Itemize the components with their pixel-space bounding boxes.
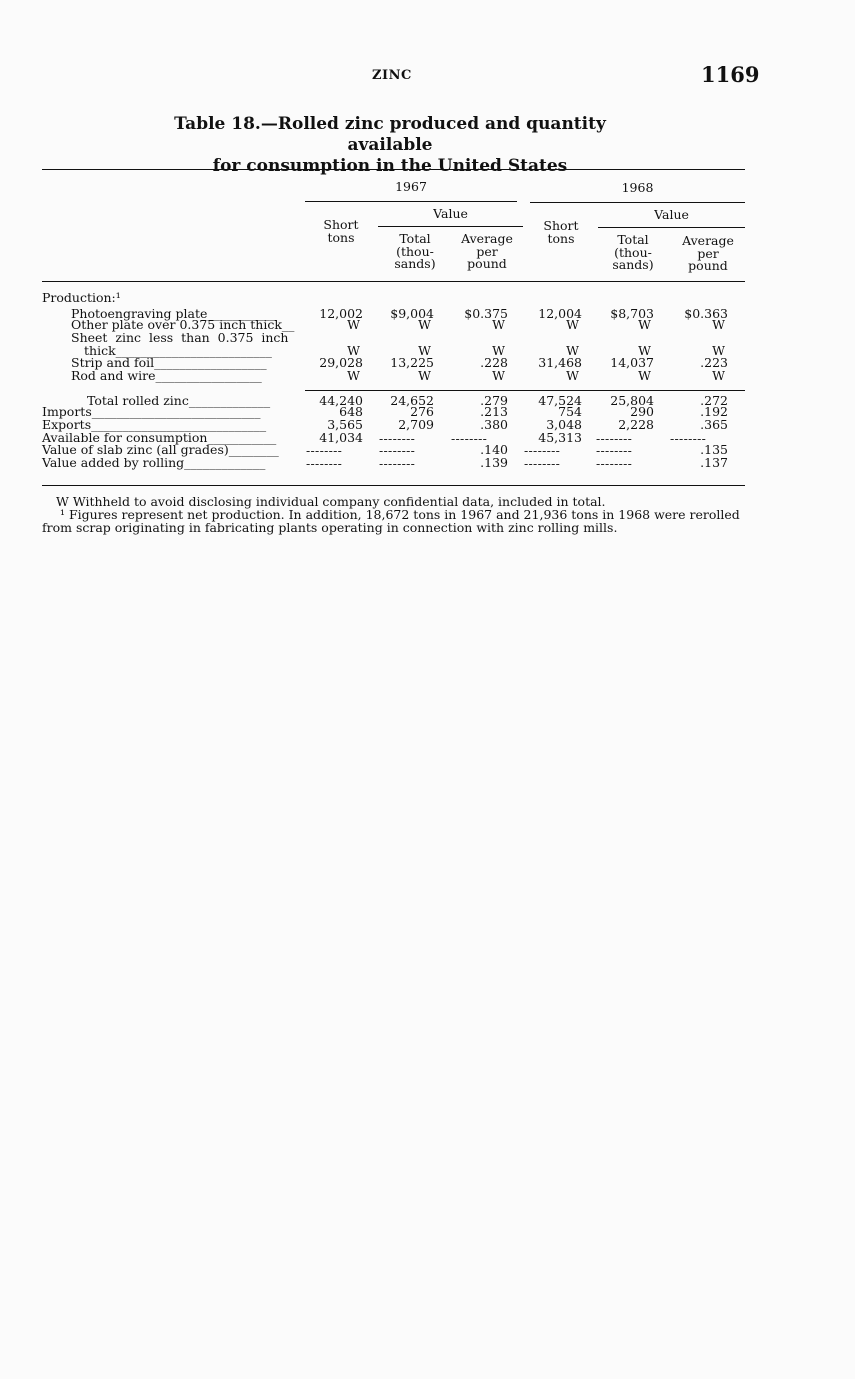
table-cell: W	[712, 317, 725, 332]
table-cell: .192	[700, 404, 728, 419]
table-cell: 3,565	[327, 417, 363, 432]
empty-cell: --------	[306, 456, 343, 471]
table-cell: .380	[480, 417, 508, 432]
running-head: ZINC	[372, 68, 412, 83]
table-cell: 44,240	[319, 393, 363, 408]
value-header-1968: Value	[654, 207, 689, 222]
col-total-1967: Total (thou- sands)	[394, 231, 436, 271]
table-cell: 29,028	[319, 355, 363, 370]
table-cell: W	[566, 343, 579, 358]
table-cell: W	[492, 368, 505, 383]
col-short-tons-1967: Short tons	[323, 217, 359, 245]
table-cell: $0.363	[684, 306, 728, 321]
table-cell: .272	[700, 393, 728, 408]
table-cell: W	[638, 368, 651, 383]
footnote-w: W Withheld to avoid disclosing individual company confidential data, included in total.	[56, 494, 606, 509]
table-cell: 47,524	[538, 393, 582, 408]
table-cell: .365	[700, 417, 728, 432]
row-label: Imports___________________________	[42, 404, 261, 419]
table-cell: 12,002	[319, 306, 363, 321]
row-label: Value of slab zinc (all grades)________	[42, 442, 279, 457]
rule-value-1967	[378, 226, 523, 227]
year-1968: 1968	[621, 180, 654, 195]
col-average-1967: Average per pound	[461, 231, 513, 271]
row-label: Other plate over 0.375 inch thick__	[71, 317, 295, 332]
empty-cell: --------	[306, 443, 343, 458]
caption-line-1: Table 18.—Rolled zinc produced and quantity available	[174, 114, 606, 155]
row-label: Strip and foil__________________	[71, 355, 267, 370]
table-cell: .137	[700, 455, 728, 470]
col-total-1968: Total (thou- sands)	[612, 232, 654, 272]
header-rule	[42, 281, 745, 282]
empty-cell: --------	[596, 443, 633, 458]
col-short-tons-1968: Short tons	[543, 218, 579, 246]
table-cell: .139	[480, 455, 508, 470]
rule-1968	[530, 202, 745, 203]
table-cell: 290	[630, 404, 654, 419]
table-cell: .140	[480, 442, 508, 457]
table-cell: 14,037	[610, 355, 654, 370]
empty-cell: --------	[451, 431, 488, 446]
table-cell: W	[712, 343, 725, 358]
table-cell: .279	[480, 393, 508, 408]
table-cell: 12,004	[538, 306, 582, 321]
footnote-1-line-2: from scrap originating in fabricating plants operating in connection with zinc rolling mills.	[42, 520, 618, 535]
table-cell: W	[712, 368, 725, 383]
footnote-1-line-1: ¹ Figures represent net production. In addition, 18,672 tons in 1967 and 21,936 tons in 1968 were rerolled	[60, 507, 740, 522]
empty-cell: --------	[524, 443, 561, 458]
table-cell: $0.375	[464, 306, 508, 321]
table-cell: 2,709	[398, 417, 434, 432]
table-cell: 45,313	[538, 430, 582, 445]
table-cell: 41,034	[319, 430, 363, 445]
row-label: Sheet zinc less than 0.375 inch	[71, 330, 289, 345]
row-label: Available for consumption___________	[42, 430, 277, 445]
table-cell: $9,004	[390, 306, 434, 321]
col-average-1968: Average per pound	[682, 233, 734, 273]
row-label: Rod and wire_________________	[71, 368, 262, 383]
table-cell: W	[347, 317, 360, 332]
rule-1967	[305, 201, 517, 202]
table-cell: 2,228	[618, 417, 654, 432]
bottom-rule	[42, 485, 745, 486]
table-cell: 24,652	[390, 393, 434, 408]
table-cell: 25,804	[610, 393, 654, 408]
top-rule	[42, 169, 745, 170]
page-number: 1169	[701, 62, 760, 87]
row-label: Exports____________________________	[42, 417, 267, 432]
table-cell: .213	[480, 404, 508, 419]
table-cell: 3,048	[546, 417, 582, 432]
table-cell: W	[418, 343, 431, 358]
table-cell: 754	[558, 404, 582, 419]
year-1967: 1967	[395, 179, 427, 194]
empty-cell: --------	[524, 456, 561, 471]
table-cell: .223	[700, 355, 728, 370]
table-cell: W	[347, 343, 360, 358]
caption-line-2: for consumption in the United States	[212, 156, 568, 176]
table-cell: 13,225	[390, 355, 434, 370]
row-label: Production:¹	[42, 290, 121, 305]
table-cell: W	[638, 343, 651, 358]
row-label: Photoengraving plate___________	[71, 306, 277, 321]
empty-cell: --------	[596, 456, 633, 471]
value-header-1967: Value	[433, 206, 468, 221]
table-cell: 648	[339, 404, 363, 419]
table-cell: W	[492, 343, 505, 358]
row-label: thick_________________________	[84, 343, 272, 358]
table-cell: W	[347, 368, 360, 383]
empty-cell: --------	[670, 431, 707, 446]
table-cell: .135	[700, 442, 728, 457]
empty-cell: --------	[379, 431, 416, 446]
row-label: Value added by rolling_____________	[42, 455, 266, 470]
table-cell: W	[638, 317, 651, 332]
table-cell: W	[418, 317, 431, 332]
table-cell: 31,468	[538, 355, 582, 370]
rule-value-1968	[598, 227, 745, 228]
table-cell: W	[492, 317, 505, 332]
table-cell: .228	[480, 355, 508, 370]
table-cell: W	[418, 368, 431, 383]
row-label: Total rolled zinc_____________	[87, 393, 271, 408]
empty-cell: --------	[596, 431, 633, 446]
empty-cell: --------	[379, 456, 416, 471]
table-cell: W	[566, 368, 579, 383]
table-cell: $8,703	[610, 306, 654, 321]
empty-cell: --------	[379, 443, 416, 458]
table-cell: W	[566, 317, 579, 332]
table-caption	[150, 114, 630, 177]
table-cell: 276	[410, 404, 434, 419]
total-rule	[305, 390, 745, 391]
